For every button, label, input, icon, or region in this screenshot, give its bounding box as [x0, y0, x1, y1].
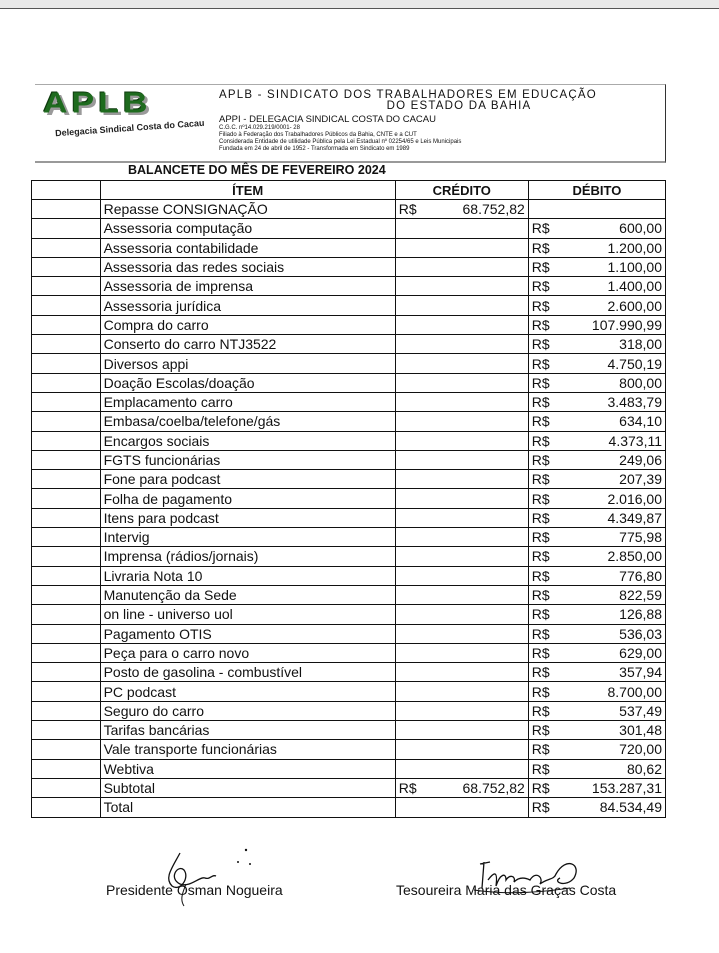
item-cell: Embasa/coelba/telefone/gás: [100, 412, 395, 431]
item-cell: Intervig: [100, 528, 395, 547]
row-blank-cell: [32, 663, 101, 682]
currency-symbol: R$: [531, 606, 550, 623]
currency-symbol: R$: [531, 259, 550, 276]
item-cell: Compra do carro: [100, 315, 395, 334]
debit-cell-value: 822,59: [619, 587, 662, 604]
debit-cell-value: 1.400,00: [607, 278, 662, 295]
table-row: [32, 277, 666, 296]
row-blank-cell: [32, 392, 101, 411]
credit-cell: [395, 566, 528, 585]
currency-symbol: R$: [531, 625, 550, 642]
currency-symbol: R$: [531, 239, 550, 256]
table-row: [32, 200, 666, 219]
credit-cell: [395, 585, 528, 604]
credit-cell: [395, 257, 528, 276]
table-row: [32, 450, 666, 469]
union-state: DO ESTADO DA BAHIA: [386, 100, 532, 112]
credit-cell: [395, 528, 528, 547]
credit-cell: [395, 778, 528, 797]
table-row: [32, 682, 666, 701]
currency-symbol: R$: [531, 780, 550, 797]
currency-symbol: R$: [531, 529, 550, 546]
row-blank-cell: [32, 277, 101, 296]
debit-cell-value: 634,10: [619, 413, 662, 430]
debit-cell-value: 776,80: [619, 567, 662, 584]
row-blank-cell: [32, 257, 101, 276]
credit-cell: [395, 721, 528, 740]
credit-cell: [395, 335, 528, 354]
debit-cell: [528, 219, 665, 238]
page-top-edge: [0, 0, 719, 9]
row-blank-cell: [32, 643, 101, 662]
debit-cell-value: 4.349,87: [607, 509, 662, 526]
currency-symbol: R$: [531, 471, 550, 488]
item-cell: Total: [100, 798, 395, 817]
debit-cell: [528, 373, 665, 392]
delegacia-name: APPI - DELEGACIA SINDICAL COSTA DO CACAU: [219, 114, 436, 125]
debit-cell: [528, 200, 665, 219]
column-header-item: ÍTEM: [100, 181, 395, 200]
currency-symbol: R$: [531, 316, 550, 333]
currency-symbol: R$: [531, 567, 550, 584]
public-utility: Considerada Entidade de utilidade Pública pela Lei Estadual nº 02254/65 e Leis Municipais: [219, 139, 462, 145]
currency-symbol: R$: [531, 432, 550, 449]
item-cell: Emplacamento carro: [100, 392, 395, 411]
currency-symbol: R$: [531, 799, 550, 816]
debit-cell: [528, 740, 665, 759]
item-cell: Conserto do carro NTJ3522: [100, 335, 395, 354]
item-cell: Encargos sociais: [100, 431, 395, 450]
credit-cell: [395, 643, 528, 662]
item-cell: Repasse CONSIGNAÇÃO: [100, 200, 395, 219]
currency-symbol: R$: [531, 413, 550, 430]
debit-cell: [528, 412, 665, 431]
debit-cell-value: 8.700,00: [607, 683, 662, 700]
item-cell: Folha de pagamento: [100, 489, 395, 508]
debit-cell: [528, 528, 665, 547]
debit-cell: [528, 605, 665, 624]
table-row: [32, 528, 666, 547]
table-row: [32, 547, 666, 566]
item-cell: on line - universo uol: [100, 605, 395, 624]
table-row: [32, 315, 666, 334]
item-cell: Assessoria de imprensa: [100, 277, 395, 296]
item-cell: Diversos appi: [100, 354, 395, 373]
table-row: [32, 431, 666, 450]
table-row: [32, 219, 666, 238]
debit-cell-value: 1.100,00: [607, 259, 662, 276]
row-blank-cell: [32, 585, 101, 604]
letterhead: [35, 84, 666, 163]
row-blank-cell: [32, 354, 101, 373]
currency-symbol: R$: [531, 664, 550, 681]
debit-cell: [528, 315, 665, 334]
debit-cell-value: 3.483,79: [607, 394, 662, 411]
currency-symbol: R$: [531, 741, 550, 758]
credit-cell: [395, 740, 528, 759]
credit-cell: [395, 412, 528, 431]
debit-cell: [528, 296, 665, 315]
currency-symbol: R$: [398, 201, 417, 218]
row-blank-cell: [32, 566, 101, 585]
table-row: [32, 585, 666, 604]
column-header-blank: [32, 181, 101, 200]
debit-cell: [528, 277, 665, 296]
credit-cell: [395, 373, 528, 392]
currency-symbol: R$: [531, 683, 550, 700]
row-blank-cell: [32, 778, 101, 797]
row-blank-cell: [32, 508, 101, 527]
table-row: [32, 798, 666, 817]
currency-symbol: R$: [531, 509, 550, 526]
table-row: [32, 778, 666, 797]
item-cell: Livraria Nota 10: [100, 566, 395, 585]
item-cell: Imprensa (rádios/jornais): [100, 547, 395, 566]
credit-cell: [395, 200, 528, 219]
debit-cell-value: 536,03: [619, 625, 662, 642]
row-blank-cell: [32, 682, 101, 701]
cgc-number: C.G.C. nº14.029.219/0001- 28: [219, 125, 300, 131]
column-header-debit: DÉBITO: [528, 181, 665, 200]
table-row: [32, 508, 666, 527]
logo-subtitle: Delegacia Sindical Costa do Cacau: [54, 117, 205, 139]
credit-cell: [395, 759, 528, 778]
credit-cell: [395, 489, 528, 508]
credit-cell: [395, 682, 528, 701]
item-cell: Tarifas bancárias: [100, 721, 395, 740]
debit-cell-value: 600,00: [619, 220, 662, 237]
table-row: [32, 663, 666, 682]
debit-cell: [528, 701, 665, 720]
item-cell: Posto de gasolina - combustível: [100, 663, 395, 682]
currency-symbol: R$: [531, 587, 550, 604]
item-cell: Doação Escolas/doação: [100, 373, 395, 392]
table-row: [32, 566, 666, 585]
president-name: Presidente Osman Nogueira: [106, 882, 283, 898]
currency-symbol: R$: [398, 780, 417, 797]
currency-symbol: R$: [531, 490, 550, 507]
table-row: [32, 296, 666, 315]
table-row: [32, 470, 666, 489]
row-blank-cell: [32, 335, 101, 354]
currency-symbol: R$: [531, 220, 550, 237]
item-cell: Fone para podcast: [100, 470, 395, 489]
credit-cell: [395, 470, 528, 489]
table-header-row: [32, 181, 666, 200]
debit-cell-value: 537,49: [619, 702, 662, 719]
credit-cell: [395, 238, 528, 257]
debit-cell-value: 800,00: [619, 374, 662, 391]
table-row: [32, 624, 666, 643]
debit-cell-value: 80,62: [626, 760, 662, 777]
founding-info: Fundada em 24 de abril de 1952 - Transformada em Sindicato em 1989: [219, 146, 410, 152]
debit-cell-value: 2.600,00: [607, 297, 662, 314]
debit-cell-value: 357,94: [619, 664, 662, 681]
item-cell: Assessoria das redes sociais: [100, 257, 395, 276]
debit-cell: [528, 508, 665, 527]
debit-cell: [528, 431, 665, 450]
item-cell: PC podcast: [100, 682, 395, 701]
debit-cell-value: 629,00: [619, 644, 662, 661]
credit-cell: [395, 296, 528, 315]
debit-cell: [528, 759, 665, 778]
table-row: [32, 335, 666, 354]
table-row: [32, 489, 666, 508]
credit-cell: [395, 431, 528, 450]
debit-cell: [528, 335, 665, 354]
president-signature-icon: [150, 848, 270, 908]
credit-cell: [395, 605, 528, 624]
credit-cell: [395, 663, 528, 682]
row-blank-cell: [32, 219, 101, 238]
debit-cell-value: 720,00: [619, 741, 662, 758]
item-cell: FGTS funcionárias: [100, 450, 395, 469]
row-blank-cell: [32, 470, 101, 489]
row-blank-cell: [32, 759, 101, 778]
treasurer-name: Tesoureira Maria das Graças Costa: [396, 882, 617, 898]
row-blank-cell: [32, 721, 101, 740]
balance-table: [31, 180, 666, 818]
item-cell: Subtotal: [100, 778, 395, 797]
row-blank-cell: [32, 200, 101, 219]
debit-cell-value: 4.750,19: [607, 355, 662, 372]
debit-cell-value: 775,98: [619, 529, 662, 546]
currency-symbol: R$: [531, 374, 550, 391]
row-blank-cell: [32, 624, 101, 643]
row-blank-cell: [32, 740, 101, 759]
debit-cell: [528, 257, 665, 276]
currency-symbol: R$: [531, 336, 550, 353]
currency-symbol: R$: [531, 452, 550, 468]
currency-symbol: R$: [531, 722, 550, 739]
table-row: [32, 354, 666, 373]
debit-cell-value: 84.534,49: [599, 799, 662, 816]
table-row: [32, 238, 666, 257]
currency-symbol: R$: [531, 760, 550, 777]
debit-cell: [528, 392, 665, 411]
debit-cell: [528, 585, 665, 604]
row-blank-cell: [32, 605, 101, 624]
item-cell: Assessoria contabilidade: [100, 238, 395, 257]
item-cell: Vale transporte funcionárias: [100, 740, 395, 759]
item-cell: Assessoria computação: [100, 219, 395, 238]
debit-cell-value: 153.287,31: [591, 780, 662, 797]
credit-cell-value: 68.752,82: [462, 780, 525, 797]
debit-cell-value: 207,39: [619, 471, 662, 488]
debit-cell-value: 2.850,00: [607, 548, 662, 565]
row-blank-cell: [32, 528, 101, 547]
currency-symbol: R$: [531, 644, 550, 661]
union-name: APLB - SINDICATO DOS TRABALHADORES EM EDUCAÇÃO: [219, 89, 597, 101]
item-cell: Assessoria jurídica: [100, 296, 395, 315]
credit-cell: [395, 508, 528, 527]
debit-cell: [528, 643, 665, 662]
debit-cell: [528, 547, 665, 566]
debit-cell: [528, 721, 665, 740]
item-cell: Manutenção da Sede: [100, 585, 395, 604]
column-header-credit: CRÉDITO: [395, 181, 528, 200]
debit-cell-value: 1.200,00: [607, 239, 662, 256]
row-blank-cell: [32, 412, 101, 431]
credit-cell: [395, 392, 528, 411]
table-row: [32, 701, 666, 720]
affiliation: Filiado à Federação dos Trabalhadores Públicos da Bahia, CNTE e a CUT: [219, 132, 417, 138]
debit-cell-value: 318,00: [619, 336, 662, 353]
item-cell: Pagamento OTIS: [100, 624, 395, 643]
currency-symbol: R$: [531, 394, 550, 411]
item-cell: Itens para podcast: [100, 508, 395, 527]
row-blank-cell: [32, 547, 101, 566]
debit-cell: [528, 354, 665, 373]
table-row: [32, 373, 666, 392]
row-blank-cell: [32, 373, 101, 392]
table-row: [32, 643, 666, 662]
credit-cell: [395, 798, 528, 817]
aplb-logo: APLB: [43, 87, 152, 120]
credit-cell-value: 68.752,82: [462, 201, 525, 218]
row-blank-cell: [32, 701, 101, 720]
page-title: BALANCETE DO MÊS DE FEVEREIRO 2024: [128, 163, 386, 177]
letterhead-text: [219, 89, 659, 153]
debit-cell-value: 4.373,11: [608, 432, 662, 449]
row-blank-cell: [32, 315, 101, 334]
debit-cell: [528, 798, 665, 817]
debit-cell-value: 2.016,00: [607, 490, 662, 507]
row-blank-cell: [32, 489, 101, 508]
table-row: [32, 257, 666, 276]
credit-cell: [395, 624, 528, 643]
table-row: [32, 605, 666, 624]
credit-cell: [395, 701, 528, 720]
credit-cell: [395, 219, 528, 238]
table-row: [32, 759, 666, 778]
item-cell: Webtiva: [100, 759, 395, 778]
item-cell: Peça para o carro novo: [100, 643, 395, 662]
debit-cell: [528, 624, 665, 643]
debit-cell: [528, 470, 665, 489]
table-row: [32, 721, 666, 740]
row-blank-cell: [32, 238, 101, 257]
currency-symbol: R$: [531, 278, 550, 295]
debit-cell-value: 107.990,99: [591, 316, 662, 333]
table-row: [32, 392, 666, 411]
debit-cell: [528, 682, 665, 701]
currency-symbol: R$: [531, 702, 550, 719]
table-row: [32, 412, 666, 431]
credit-cell: [395, 547, 528, 566]
debit-cell: [528, 663, 665, 682]
debit-cell: [528, 566, 665, 585]
row-blank-cell: [32, 798, 101, 817]
debit-cell: [528, 489, 665, 508]
credit-cell: [395, 354, 528, 373]
credit-cell: [395, 315, 528, 334]
debit-cell-value: 249,06: [619, 452, 662, 468]
debit-cell: [528, 450, 665, 469]
row-blank-cell: [32, 296, 101, 315]
debit-cell: [528, 778, 665, 797]
row-blank-cell: [32, 431, 101, 450]
currency-symbol: R$: [531, 297, 550, 314]
credit-cell: [395, 450, 528, 469]
table-row: [32, 740, 666, 759]
row-blank-cell: [32, 450, 101, 469]
item-cell: Seguro do carro: [100, 701, 395, 720]
debit-cell-value: 301,48: [619, 722, 662, 739]
debit-cell: [528, 238, 665, 257]
credit-cell: [395, 277, 528, 296]
currency-symbol: R$: [531, 355, 550, 372]
debit-cell-value: 126,88: [619, 606, 662, 623]
currency-symbol: R$: [531, 548, 550, 565]
